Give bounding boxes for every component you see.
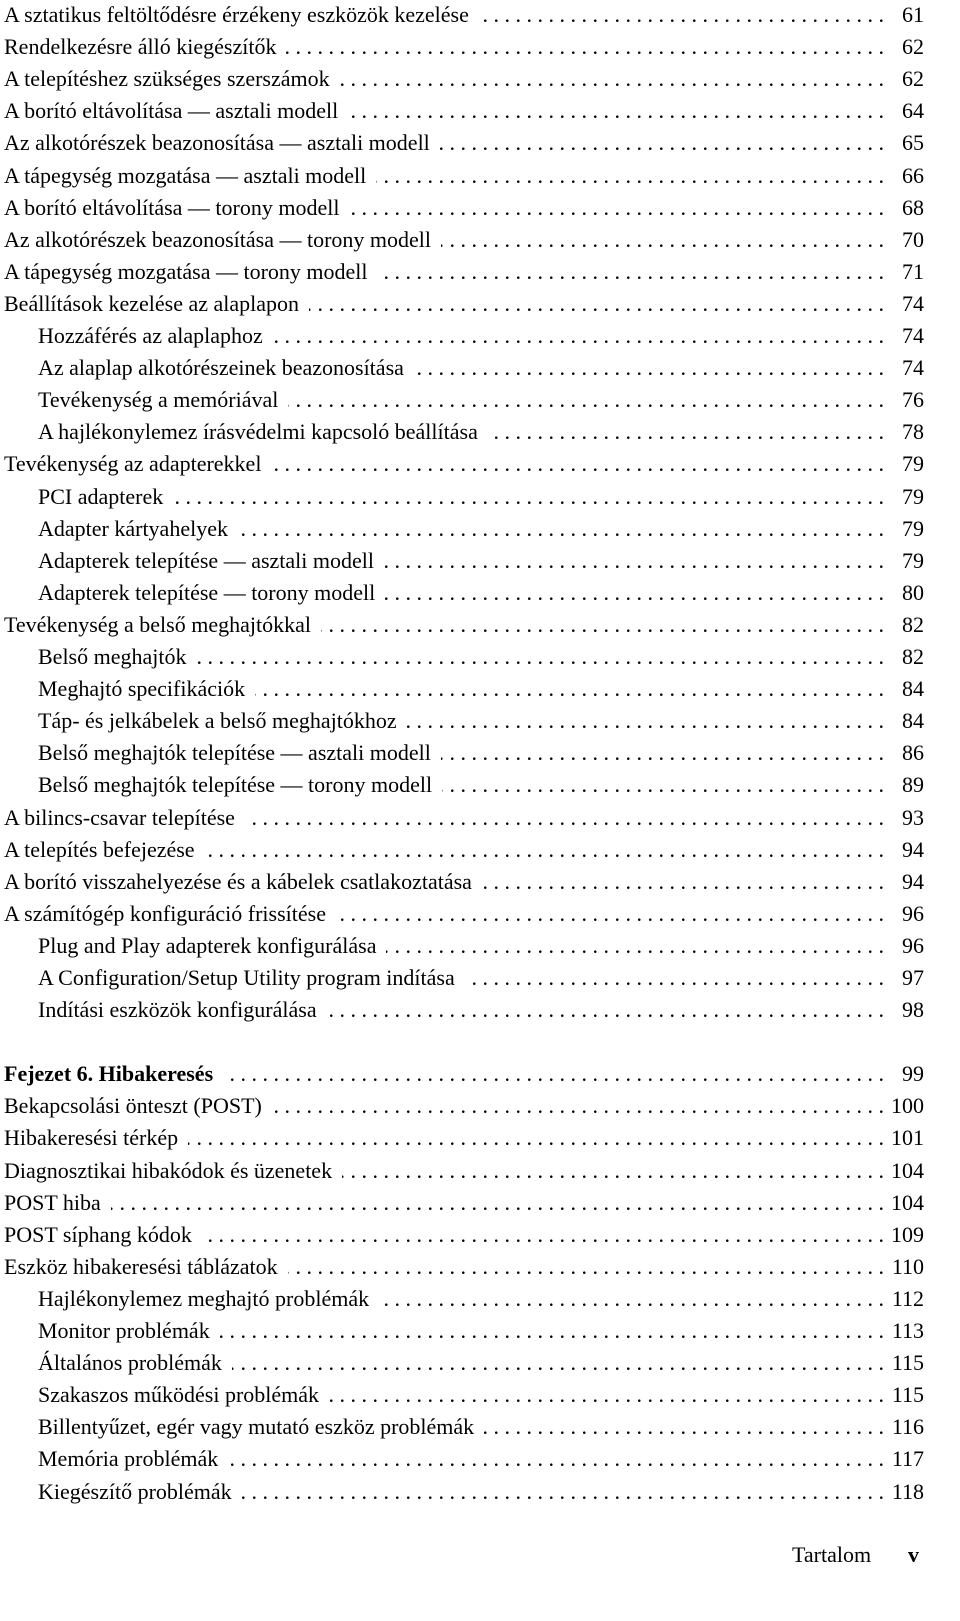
dot-leader [442, 769, 884, 801]
toc-entry-page: 65 [902, 130, 924, 156]
toc-entry-title: Az alkotórészek beazonosítása — torony modell [4, 226, 432, 252]
toc-entry-page: 62 [902, 66, 924, 92]
toc-entry-title: POST síphang kódok [4, 1221, 192, 1247]
toc-entry[interactable] [4, 63, 924, 95]
toc-entry-title: Adapter kártyahelyek [38, 515, 228, 541]
toc-entry[interactable] [4, 609, 924, 641]
toc-entry-title: Az alaplap alkotórészeinek beazonosítása [38, 355, 404, 381]
toc-entry-title: Az alkotórészek beazonosítása — asztali modell [4, 130, 430, 156]
toc-entry-title: Indítási eszközök konfigurálása [38, 997, 317, 1023]
dot-leader [321, 609, 884, 641]
toc-entry[interactable] [38, 737, 924, 769]
toc-entry-title: Kiegészítő problémák [38, 1478, 232, 1504]
toc-entry-page: 116 [891, 1414, 924, 1440]
toc-entry[interactable] [4, 192, 924, 224]
toc-entry[interactable] [4, 802, 924, 834]
toc-entry-page: 78 [902, 419, 924, 445]
toc-entry-title: Tevékenység a belső meghajtókkal [4, 611, 311, 637]
toc-entry-title: Meghajtó specifikációk [38, 676, 246, 702]
toc-entry-page: 70 [902, 226, 924, 252]
toc-entry[interactable] [4, 898, 924, 930]
dot-leader [348, 95, 884, 127]
dot-leader [340, 63, 884, 95]
toc-entry-title: Általános problémák [38, 1350, 222, 1376]
toc-entry-page: 104 [891, 1189, 924, 1215]
dot-leader [245, 802, 884, 834]
toc-entry-title: A telepítés befejezése [4, 836, 195, 862]
dot-leader [329, 1379, 884, 1411]
toc-entry[interactable] [38, 513, 924, 545]
toc-entry-title: Eszköz hibakeresési táblázatok [4, 1253, 278, 1279]
toc-entry-page: 82 [902, 644, 924, 669]
dot-leader [272, 1090, 884, 1122]
toc-entry-title: Szakaszos működési problémák [38, 1382, 320, 1408]
toc-entry-title: A borító visszahelyezése és a kábelek csatlakoztatása [4, 868, 472, 894]
toc-entry-title: Tevékenység a memóriával [38, 387, 279, 413]
dot-leader [255, 673, 884, 705]
toc-entry-title: Hozzáférés az alaplaphoz [38, 323, 263, 348]
toc-entry-title: Billentyűzet, egér vagy mutató eszköz problémák [38, 1414, 475, 1440]
dot-leader [465, 962, 884, 994]
dot-leader [376, 160, 884, 192]
toc-entry-page: 74 [902, 355, 924, 381]
toc-entry-title: A Configuration/Setup Utility program indítása [38, 965, 455, 990]
toc-entry-page: 104 [891, 1157, 924, 1183]
toc-entry-page: 97 [902, 965, 924, 990]
dot-leader [232, 1347, 884, 1379]
toc-entry-title: A sztatikus feltöltődésre érzékeny eszközök kezelése [4, 2, 469, 27]
toc-entry[interactable] [4, 0, 924, 31]
toc-entry-title: Adapterek telepítése — torony modell [38, 579, 376, 605]
toc-entry-title: Plug and Play adapterek konfigurálása [38, 932, 377, 958]
dot-leader [242, 1476, 884, 1508]
toc-entry[interactable] [4, 1187, 924, 1219]
toc-entry-page: 94 [902, 868, 924, 894]
dot-leader [173, 481, 884, 513]
toc-entry-title: A borító eltávolítása — asztali modell [4, 98, 339, 124]
toc-entry-page: 118 [891, 1478, 924, 1504]
toc-entry-page: 79 [902, 515, 924, 541]
toc-entry-page: 112 [891, 1285, 924, 1311]
toc-entry-page: 117 [891, 1446, 924, 1472]
toc-entry[interactable] [4, 31, 924, 63]
toc-entry[interactable] [4, 127, 924, 159]
toc-entry-title: A tápegység mozgatása — asztali modell [4, 162, 367, 188]
dot-leader [288, 384, 884, 416]
toc-entry-page: 94 [902, 836, 924, 862]
toc-entry-title: A tápegység mozgatása — torony modell [4, 258, 368, 284]
toc-entry-page: 68 [902, 194, 924, 220]
toc-entry-page: 79 [902, 547, 924, 573]
footer-page-number: v [908, 1542, 919, 1567]
toc-entry[interactable] [4, 1251, 924, 1283]
toc-entry-page: 74 [902, 323, 924, 348]
toc-entry[interactable] [38, 545, 924, 577]
dot-leader [271, 448, 884, 480]
dot-leader [223, 1058, 884, 1090]
toc-entry[interactable] [38, 416, 924, 448]
toc-entry-page: 64 [902, 98, 924, 124]
toc-entry-page: 79 [902, 451, 924, 477]
toc-entry[interactable] [38, 962, 924, 994]
toc-entry[interactable] [38, 1347, 924, 1379]
toc-entry[interactable] [4, 866, 924, 898]
toc-entry[interactable] [4, 95, 924, 127]
dot-leader [414, 352, 884, 384]
toc-entry-page: 71 [902, 258, 924, 284]
dot-leader [488, 416, 884, 448]
toc-entry[interactable] [38, 930, 924, 962]
toc-entry-page: 76 [902, 387, 924, 413]
toc-entry-title: A telepítéshez szükséges szerszámok [4, 66, 330, 92]
toc-entry[interactable] [38, 384, 924, 416]
dot-leader [188, 1122, 884, 1154]
dot-leader [228, 1443, 884, 1475]
toc-entry-title: Diagnosztikai hibakódok és üzenetek [4, 1157, 333, 1183]
toc-entry-title: Fejezet 6. Hibakeresés [4, 1061, 214, 1087]
dot-leader [286, 31, 884, 63]
toc-entry[interactable] [38, 1443, 924, 1475]
dot-leader [349, 192, 884, 224]
toc-entry-title: Hibakeresési térkép [4, 1125, 179, 1151]
toc-entry-page: 96 [902, 932, 924, 958]
toc-entry-title: Táp- és jelkábelek a belső meghajtókhoz [38, 708, 397, 734]
toc-entry[interactable] [4, 1219, 924, 1251]
dot-leader [327, 994, 884, 1026]
dot-leader [342, 1155, 884, 1187]
toc-entry-title: PCI adapterek [38, 483, 164, 509]
toc-entry-page: 86 [902, 740, 924, 766]
toc-entry-page: 62 [902, 34, 924, 60]
toc-entry-page: 99 [902, 1061, 924, 1087]
dot-leader [386, 930, 884, 962]
toc-entry-title: Belső meghajtók telepítése — asztali modell [38, 740, 431, 766]
toc-entry[interactable] [38, 994, 924, 1026]
dot-leader [482, 866, 884, 898]
toc-entry-page: 93 [902, 804, 924, 830]
toc-entry-page: 96 [902, 900, 924, 926]
dot-leader [440, 127, 884, 159]
toc-entry[interactable] [38, 673, 924, 705]
toc-entry-page: 101 [891, 1125, 924, 1151]
dot-leader [379, 1283, 884, 1315]
toc-entry-title: POST hiba [4, 1189, 101, 1215]
toc-entry-title: A borító eltávolítása — torony modell [4, 194, 340, 220]
dot-leader [111, 1187, 884, 1219]
toc-entry-title: Belső meghajtók telepítése — torony modell [38, 772, 433, 798]
toc-entry-page: 115 [891, 1382, 924, 1408]
toc-entry-title: Beállítások kezelése az alaplapon [4, 290, 300, 316]
dot-leader [479, 0, 884, 31]
toc-entry-page: 100 [891, 1093, 924, 1119]
dot-leader [378, 256, 884, 288]
toc-entry-page: 66 [902, 162, 924, 188]
toc-entry-page: 84 [902, 676, 924, 702]
toc-chapter-entry[interactable] [4, 1058, 924, 1090]
toc-entry-page: 74 [902, 290, 924, 316]
dot-leader [384, 545, 884, 577]
toc-entry[interactable] [38, 1283, 924, 1315]
dot-leader [202, 1219, 884, 1251]
dot-leader [238, 513, 884, 545]
toc-entry-title: Monitor problémák [38, 1318, 210, 1343]
toc-entry-title: A hajlékonylemez írásvédelmi kapcsoló beállítása [38, 419, 478, 445]
toc-entry[interactable] [38, 705, 924, 737]
toc-entry[interactable] [4, 1122, 924, 1154]
dot-leader [385, 577, 884, 609]
toc-entry[interactable] [38, 481, 924, 513]
toc-entry[interactable] [4, 256, 924, 288]
toc-entry[interactable] [38, 769, 924, 801]
dot-leader [220, 1315, 884, 1347]
toc-entry-page: 79 [902, 483, 924, 509]
toc-entry-title: A számítógép konfiguráció frissítése [4, 900, 326, 926]
toc-entry-title: Rendelkezésre álló kiegészítők [4, 34, 277, 60]
dot-leader [441, 224, 884, 256]
toc-entry[interactable] [38, 1315, 924, 1347]
toc-entry-page: 98 [902, 997, 924, 1023]
toc-entry[interactable] [38, 1476, 924, 1508]
dot-leader [336, 898, 884, 930]
toc-entry-page: 82 [902, 611, 924, 637]
toc-entry[interactable] [4, 1155, 924, 1187]
footer-label: Tartalom [792, 1542, 872, 1567]
toc-entry-page: 61 [902, 2, 924, 27]
toc-entry-title: Belső meghajtók [38, 644, 187, 669]
toc-entry[interactable] [38, 1411, 924, 1443]
toc-entry-title: Adapterek telepítése — asztali modell [38, 547, 374, 573]
dot-leader [484, 1411, 884, 1443]
toc-entry[interactable] [4, 288, 924, 320]
toc-entry-page: 89 [902, 772, 924, 798]
toc-entry[interactable] [4, 224, 924, 256]
toc-entry[interactable] [4, 834, 924, 866]
toc-entry[interactable] [4, 448, 924, 480]
toc-entry-title: Hajlékonylemez meghajtó problémák [38, 1285, 370, 1311]
toc-entry-page: 80 [902, 579, 924, 605]
dot-leader [407, 705, 884, 737]
toc-entry-title: A bilincs-csavar telepítése [4, 804, 235, 830]
toc-entry-page: 84 [902, 708, 924, 734]
dot-leader [273, 320, 884, 352]
toc-entry[interactable] [38, 320, 924, 352]
toc-entry[interactable] [38, 1379, 924, 1411]
toc-entry[interactable] [4, 1090, 924, 1122]
toc-entry-page: 113 [891, 1318, 924, 1343]
dot-leader [441, 737, 884, 769]
toc-entry-title: Tevékenység az adapterekkel [4, 451, 262, 477]
toc-entry[interactable] [38, 352, 924, 384]
toc-entry-title: Bekapcsolási önteszt (POST) [4, 1093, 262, 1119]
page-footer [0, 1540, 960, 1570]
toc-entry[interactable] [38, 577, 924, 609]
dot-leader [288, 1251, 884, 1283]
toc-entry[interactable] [38, 641, 924, 673]
dot-leader [309, 288, 884, 320]
toc-entry-page: 109 [891, 1221, 924, 1247]
dot-leader [196, 641, 884, 673]
toc-entry-title: Memória problémák [38, 1446, 219, 1472]
dot-leader [205, 834, 884, 866]
toc-entry-page: 110 [891, 1253, 924, 1279]
toc-entry-page: 115 [891, 1350, 924, 1376]
toc-entry[interactable] [4, 160, 924, 192]
